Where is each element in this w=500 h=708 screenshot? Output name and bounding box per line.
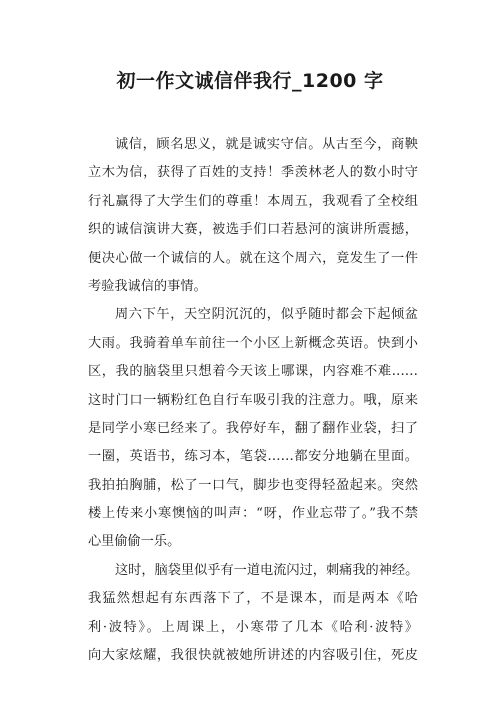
- text-line: 诚信，顾名思义，就是诚实守信。从古至今，商鞅: [115, 137, 418, 152]
- text-line: 向大家炫耀，我很快就被她所讲述的内容吸引住，死皮: [88, 648, 418, 664]
- text-line: 考验我诚信的事情。: [88, 278, 207, 294]
- text-line: 心里偷偷一乐。: [88, 534, 181, 550]
- text-line: 一圈，英语书，练习本，笔袋……都安分地躺在里面。: [88, 449, 418, 465]
- text-line: 是同学小寒已经来了。我停好车，翻了翻作业袋，扫了: [88, 420, 418, 436]
- text-line: 周六下午，天空阴沉沉的，似乎随时都会下起倾盆: [115, 307, 418, 323]
- text-line: 我拍拍胸脯，松了一口气，脚步也变得轻盈起来。突然: [88, 477, 418, 493]
- text-line: 便决心做一个诚信的人。就在这个周六，竟发生了一件: [88, 250, 418, 266]
- document-body: [88, 131, 418, 670]
- text-line: 织的诚信演讲大赛，被选手们口若悬河的演讲所震撼，: [88, 222, 418, 238]
- text-line: 大雨。我骑着单车前往一个小区上新概念英语。快到小: [88, 335, 418, 351]
- text-line: 这时，脑袋里似乎有一道电流闪过，刺痛我的神经。: [115, 562, 419, 578]
- text-line: 这时门口一辆粉红色自行车吸引我的注意力。哦，原来: [88, 392, 418, 408]
- document-title: 初一作文诚信伴我行_1200 字: [116, 70, 384, 92]
- text-line: 我猛然想起有东西落下了，不是课本，而是两本《哈: [88, 591, 418, 607]
- text-line: 立木为信，获得了百姓的支持！季羡林老人的数小时守: [88, 165, 418, 181]
- text-line: 区，我的脑袋里只想着今天该上哪课，内容难不难……: [88, 364, 418, 380]
- text-line: 利·波特》。上周课上，小寒带了几本《哈利·波特》: [88, 619, 418, 635]
- text-line: 行礼赢得了大学生们的尊重！本周五，我观看了全校组: [88, 193, 418, 209]
- text-line: 楼上传来小寒懊恼的叫声：“呀，作业忘带了。”我不禁: [88, 506, 418, 522]
